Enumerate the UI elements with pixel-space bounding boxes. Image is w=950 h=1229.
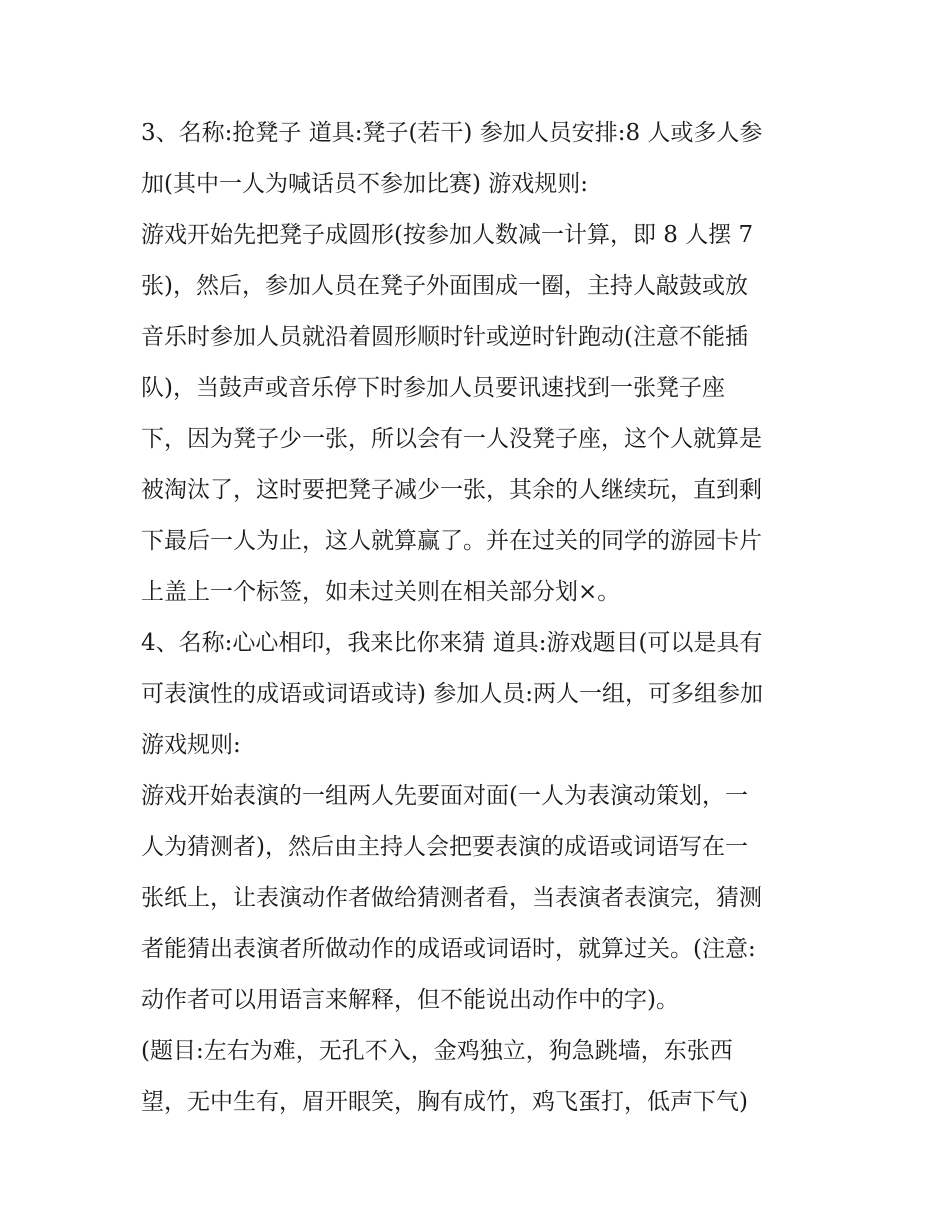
text-line: 下最后一人为止，这人就算赢了。并在过关的同学的游园卡片 <box>141 528 762 554</box>
text-line: 3、名称:抢凳子 道具:凳子(若干) 参加人员安排:8 人或多人参 <box>141 120 763 146</box>
text-line: 被淘汰了，这时要把凳子减少一张，其余的人继续玩，直到剩 <box>141 477 762 503</box>
text-line: (题目:左右为难，无孔不入，金鸡独立，狗急跳墙，东张西 <box>141 1038 733 1064</box>
text-line: 上盖上一个标签，如未过关则在相关部分划×。 <box>141 579 621 605</box>
text-line: 下，因为凳子少一张，所以会有一人没凳子座，这个人就算是 <box>141 426 762 452</box>
text-line: 游戏规则: <box>141 732 241 758</box>
text-line: 动作者可以用语言来解释，但不能说出动作中的字)。 <box>141 987 679 1013</box>
text-line: 4、名称:心心相印，我来比你来猜 道具:游戏题目(可以是具有 <box>141 630 763 656</box>
text-line: 张纸上，让表演动作者做给猜测者看，当表演者表演完，猜测 <box>141 885 762 911</box>
text-line: 音乐时参加人员就沿着圆形顺时针或逆时针跑动(注意不能插 <box>141 324 748 350</box>
text-line: 张)，然后，参加人员在凳子外面围成一圈，主持人敲鼓或放 <box>141 273 748 299</box>
text-line: 游戏开始先把凳子成圆形(按参加人数减一计算，即 8 人摆 7 <box>141 222 754 248</box>
text-line: 队)，当鼓声或音乐停下时参加人员要讯速找到一张凳子座 <box>141 375 725 401</box>
text-line: 望，无中生有，眉开眼笑，胸有成竹，鸡飞蛋打，低声下气) <box>141 1089 748 1115</box>
text-line: 人为猜测者)，然后由主持人会把要表演的成语或词语写在一 <box>141 834 748 860</box>
text-line: 游戏开始表演的一组两人先要面对面(一人为表演动策划，一 <box>141 783 748 809</box>
text-line: 可表演性的成语或词语或诗) 参加人员:两人一组，可多组参加 <box>141 681 764 707</box>
text-line: 加(其中一人为喊话员不参加比赛) 游戏规则: <box>141 171 589 197</box>
body-text <box>141 108 821 1128</box>
text-line: 者能猜出表演者所做动作的成语或词语时，就算过关。(注意: <box>141 936 756 962</box>
